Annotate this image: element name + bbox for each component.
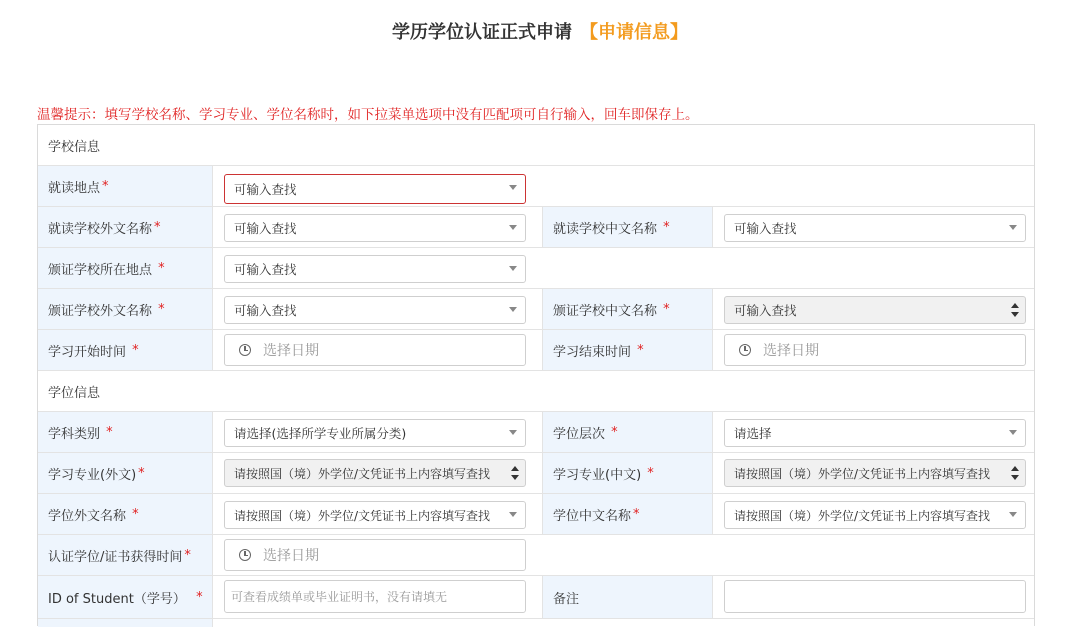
row-subject-level xyxy=(38,412,1034,453)
school-foreign-name-select[interactable]: 可输入查找 xyxy=(224,214,526,242)
start-date-label: 学习开始时间 * xyxy=(38,330,213,370)
issuer-location-label: 颁证学校所在地点 * xyxy=(38,248,213,288)
degree-level-label: 学位层次 * xyxy=(542,412,713,452)
remarks-input[interactable] xyxy=(724,580,1026,613)
school-chinese-name-select[interactable]: 可输入查找 xyxy=(724,214,1026,242)
page-title-highlight: 【申请信息】 xyxy=(580,22,688,43)
major-foreign-label: 学习专业(外文) * xyxy=(38,453,213,493)
issuer-location-select[interactable]: 可输入查找 xyxy=(224,255,526,283)
degree-obtained-date-label: 认证学位/证书获得时间 * xyxy=(38,535,213,575)
study-location-label: 就读地点 * xyxy=(38,166,213,206)
clock-icon xyxy=(239,549,251,561)
subject-category-select[interactable]: 请选择(选择所学专业所属分类) xyxy=(224,419,526,447)
row-degree-obtained xyxy=(38,535,1034,576)
degree-foreign-name-select[interactable]: 请按照国（境）外学位/文凭证书上内容填写查找 xyxy=(224,501,526,529)
major-chinese-label: 学习专业(中文) * xyxy=(542,453,713,493)
subject-category-label: 学科类别 * xyxy=(38,412,213,452)
chevron-down-icon xyxy=(1009,512,1017,517)
chevron-down-icon xyxy=(509,430,517,435)
end-date-label: 学习结束时间 * xyxy=(542,330,713,370)
chevron-down-icon xyxy=(509,266,517,271)
major-foreign-select[interactable]: 请按照国（境）外学位/文凭证书上内容填写查找 xyxy=(224,459,526,487)
row-school-name xyxy=(38,207,1034,248)
warm-tip: 温馨提示：填写学校名称、学习专业、学位名称时，如下拉菜单选项中没有匹配项可自行输入，回车即保存上。 xyxy=(37,107,699,123)
clock-icon xyxy=(739,344,751,356)
chevron-down-icon xyxy=(509,185,517,190)
row-study-period xyxy=(38,330,1034,371)
major-chinese-select[interactable]: 请按照国（境）外学位/文凭证书上内容填写查找 xyxy=(724,459,1026,487)
clock-icon xyxy=(239,344,251,356)
issuer-foreign-name-select[interactable]: 可输入查找 xyxy=(224,296,526,324)
section-school-info: 学校信息 xyxy=(38,125,1034,166)
updown-arrows-icon xyxy=(1011,465,1019,481)
issuer-foreign-name-label: 颁证学校外文名称 * xyxy=(38,289,213,329)
degree-foreign-name-label: 学位外文名称 * xyxy=(38,494,213,534)
issuer-chinese-name-select[interactable]: 可输入查找 xyxy=(724,296,1026,324)
degree-chinese-name-select[interactable]: 请按照国（境）外学位/文凭证书上内容填写查找 xyxy=(724,501,1026,529)
chevron-down-icon xyxy=(509,225,517,230)
chevron-down-icon xyxy=(1009,225,1017,230)
page-title: 学历学位认证正式申请 【申请信息】 xyxy=(392,22,688,43)
chevron-down-icon xyxy=(509,512,517,517)
degree-obtained-date-picker[interactable]: 选择日期 xyxy=(224,539,526,571)
study-location-select[interactable]: 可输入查找 xyxy=(224,174,526,204)
row-issuer-name xyxy=(38,289,1034,330)
application-form xyxy=(37,124,1035,626)
row-student-id xyxy=(38,576,1034,619)
student-id-label: ID of Student（学号） * xyxy=(38,576,213,618)
chevron-down-icon xyxy=(509,307,517,312)
row-issuer-location xyxy=(38,248,1034,289)
remarks-label: 备注 xyxy=(542,576,713,618)
section-degree-info: 学位信息 xyxy=(38,371,1034,412)
school-chinese-name-label: 就读学校中文名称 * xyxy=(542,207,713,247)
row-degree-name xyxy=(38,494,1034,535)
degree-level-select[interactable]: 请选择 xyxy=(724,419,1026,447)
row-study-location xyxy=(38,166,1034,207)
school-foreign-name-label: 就读学校外文名称 * xyxy=(38,207,213,247)
chevron-down-icon xyxy=(1009,430,1017,435)
updown-arrows-icon xyxy=(1011,302,1019,318)
student-id-input[interactable]: 可查看成绩单或毕业证明书，没有请填无 xyxy=(224,580,526,613)
updown-arrows-icon xyxy=(511,465,519,481)
end-date-picker[interactable]: 选择日期 xyxy=(724,334,1026,366)
degree-chinese-name-label: 学位中文名称 * xyxy=(542,494,713,534)
start-date-picker[interactable]: 选择日期 xyxy=(224,334,526,366)
issuer-chinese-name-label: 颁证学校中文名称 * xyxy=(542,289,713,329)
row-major xyxy=(38,453,1034,494)
